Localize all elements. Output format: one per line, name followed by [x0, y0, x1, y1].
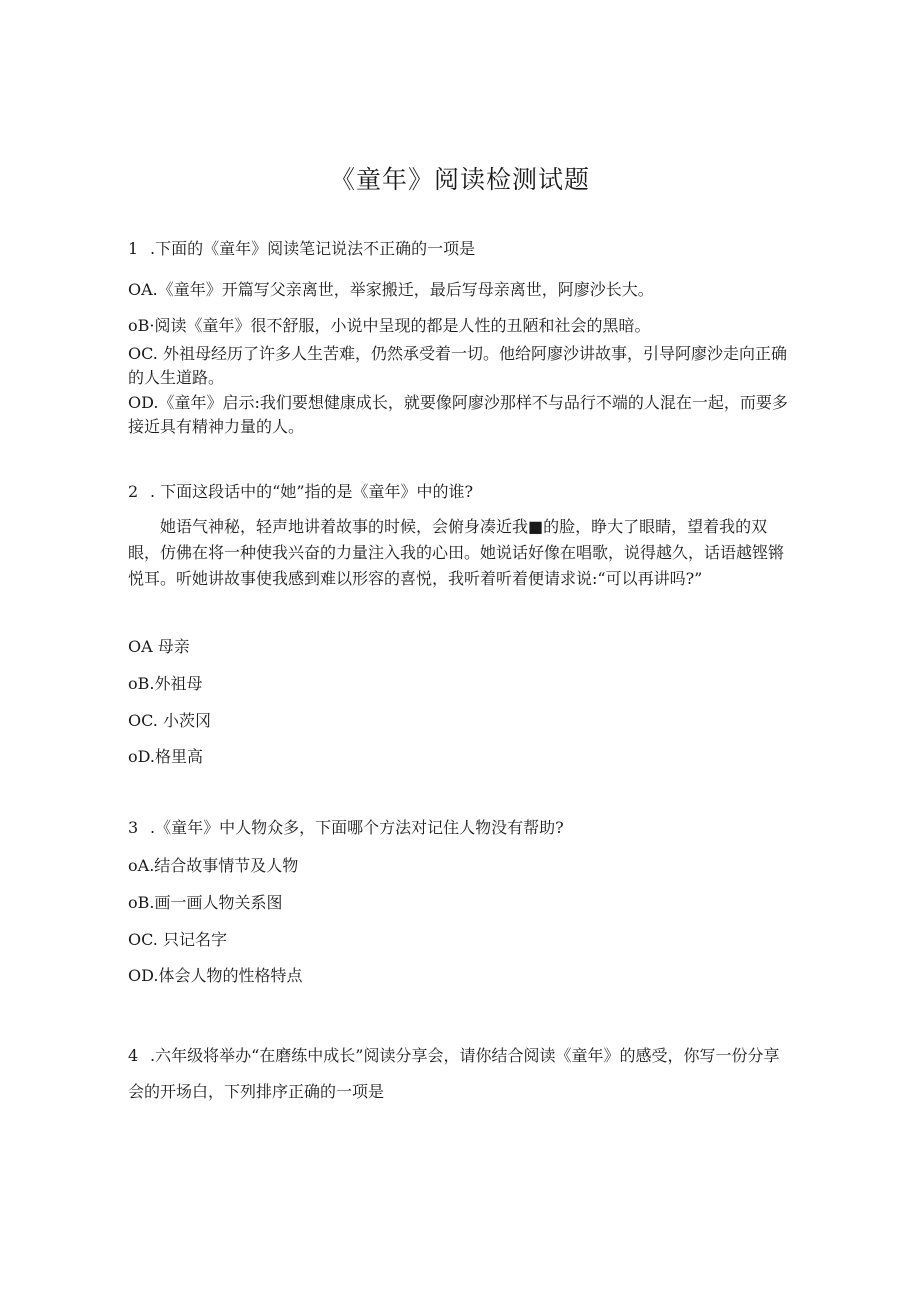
question-2 — [128, 480, 788, 504]
question-3-option-a: oA.结合故事情节及人物 — [128, 856, 299, 875]
question-3-option-c: OC. 只记名字 — [128, 930, 227, 949]
question-text: .下面的《童年》阅读笔记说法不正确的一项是 — [150, 239, 476, 258]
question-number: 4 — [128, 1046, 139, 1065]
question-3-option-b: oB.画一画人物关系图 — [128, 893, 283, 912]
question-number: 3 — [128, 818, 139, 837]
question-text: .六年级将举办“在磨练中成长”阅读分享会，请你结合阅读《童年》的感受，你写一份分享会的开场白，下列排序正确的一项是 — [128, 1046, 780, 1101]
page-title: 《童年》阅读检测试题 — [329, 165, 590, 194]
question-4 — [128, 1038, 788, 1110]
question-2-passage: 她语气神秘，轻声地讲着故事的时候，会俯身凑近我■的脸，睁大了眼睛，望着我的双眼，仿佛在将一种使我兴奋的力量注入我的心田。她说话好像在唱歌，说得越久，话语越铿锵悦耳。听她讲故事使我感到难以形容的喜悦，我听着听着便请求说:“可以再讲吗?” — [128, 517, 785, 588]
question-text: . 下面这段话中的“她”指的是《童年》中的谁? — [150, 482, 474, 501]
question-3 — [128, 816, 788, 840]
question-1-option-d: OD.《童年》启示:我们要想健康成长，就要像阿廖沙那样不与品行不端的人混在一起，而要多接近具有精神力量的人。 — [128, 393, 788, 436]
question-2-option-a: OA 母亲 — [128, 637, 190, 656]
question-3-option-d: OD.体会人物的性格特点 — [128, 966, 303, 985]
question-number: 2 — [128, 482, 139, 501]
question-1-option-a: OA.《童年》开篇写父亲离世，举家搬迁，最后写母亲离世，阿廖沙长大。 — [128, 280, 654, 299]
question-text: .《童年》中人物众多，下面哪个方法对记住人物没有帮助? — [150, 818, 564, 837]
question-1 — [128, 237, 788, 261]
question-2-option-c: OC. 小茨冈 — [128, 711, 211, 730]
question-2-option-b: oB.外祖母 — [128, 674, 203, 693]
question-2-option-d: oD.格里高 — [128, 747, 203, 766]
question-1-option-c: OC. 外祖母经历了许多人生苦难，仍然承受着一切。他给阿廖沙讲故事，引导阿廖沙走向正确的人生道路。 — [128, 344, 787, 387]
question-1-option-b: oB·阅读《童年》很不舒服，小说中呈现的都是人性的丑陋和社会的黑暗。 — [128, 316, 651, 335]
question-number: 1 — [128, 239, 139, 258]
